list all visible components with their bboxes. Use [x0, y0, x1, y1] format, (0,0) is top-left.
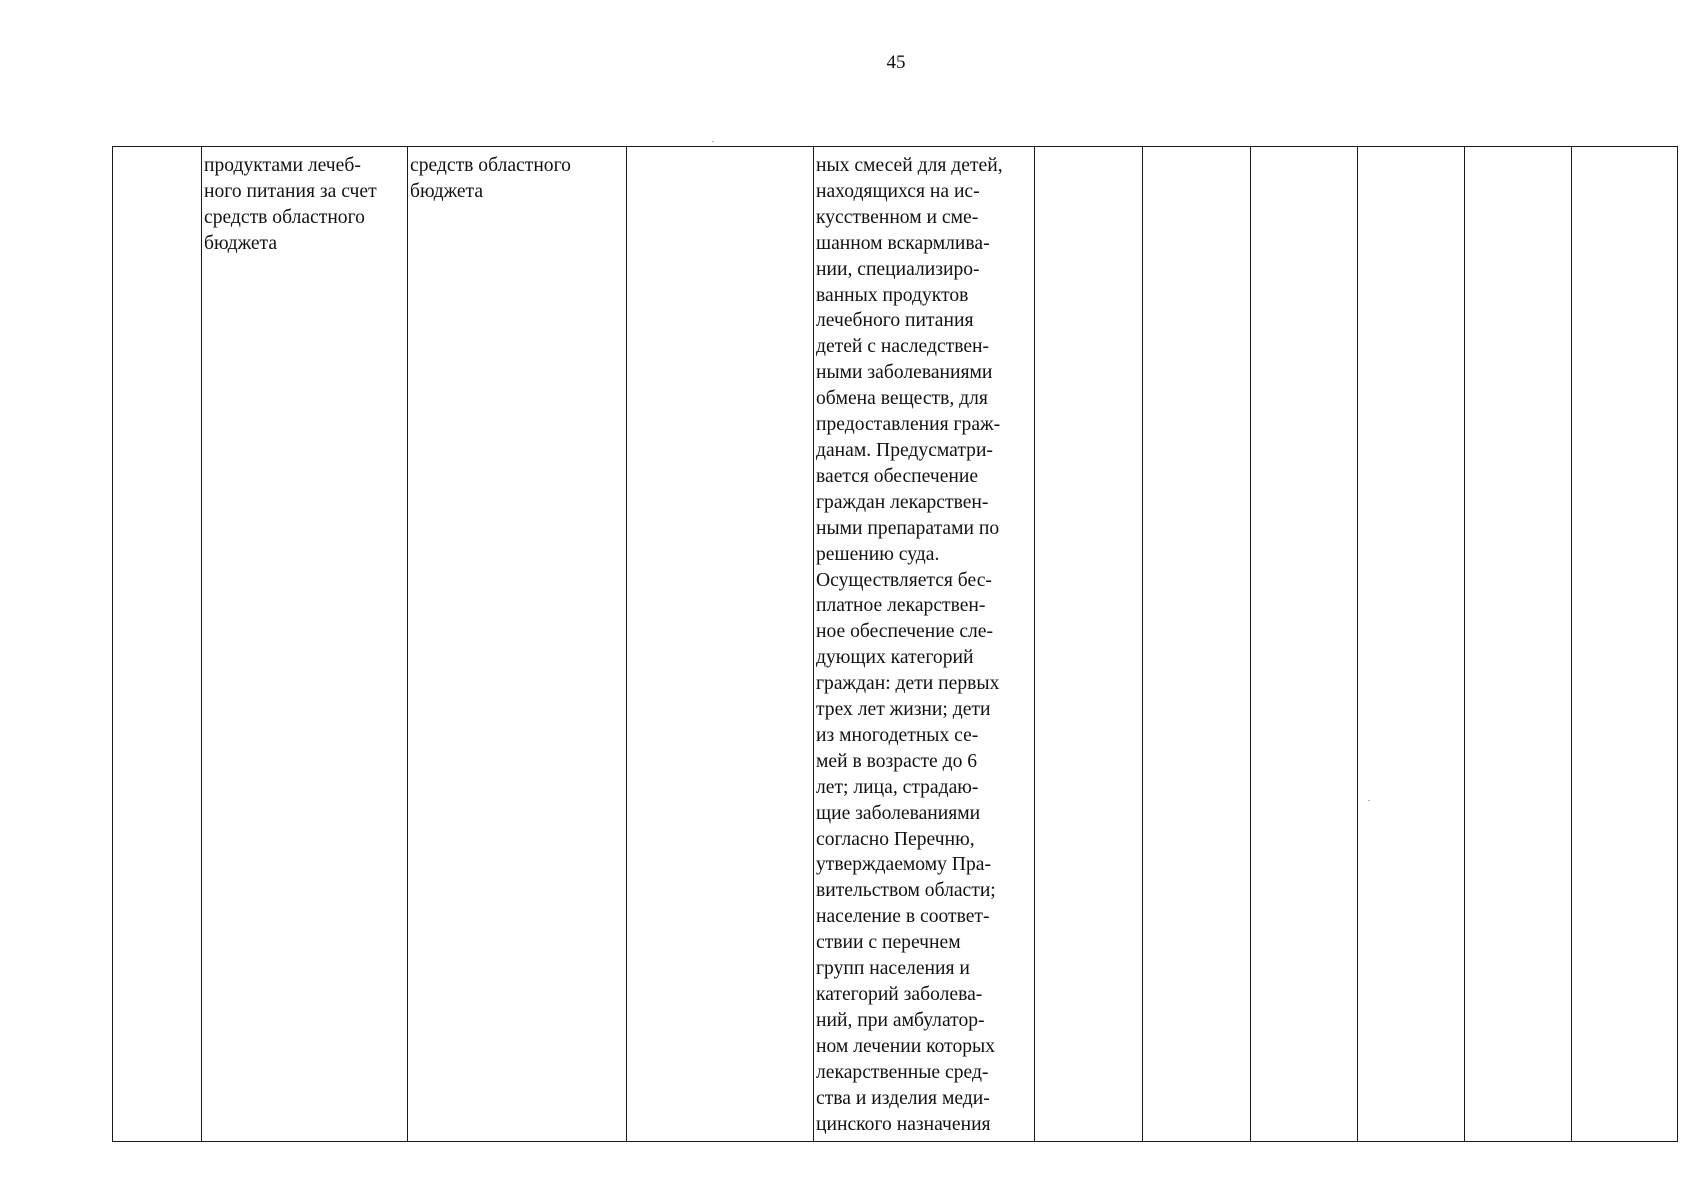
scan-speck — [712, 141, 714, 142]
table-cell-col-10 — [1465, 147, 1572, 1142]
table-cell-col-7 — [1143, 147, 1251, 1142]
page-number: 45 — [886, 52, 906, 73]
table-cell-col-3: средств областного бюджета — [408, 147, 627, 1142]
table-cell-col-2: продуктами лечеб- ного питания за счет средств областного бюджета — [202, 147, 408, 1142]
table-cell-col-8 — [1251, 147, 1358, 1142]
table-cell-col-11 — [1572, 147, 1678, 1142]
table-cell-col-1 — [113, 147, 202, 1142]
table-cell-col-9 — [1358, 147, 1465, 1142]
scan-speck — [1368, 800, 1370, 801]
document-table — [112, 146, 1678, 1142]
table-cell-col-5: ных смесей для детей, находящихся на ис- кусственном и сме- шанном вскармлива- нии, специализиро- ванных продуктов лечебного питания детей с наследствен- ными заболеваниями обмена веществ, для предоставления граж- данам. Предусматри- вается обеспечение граждан лекарствен- ными препаратами по решению суда. Осуществляется бес- платное лекарствен- ное обеспечение сле- дующих категорий граждан: дети первых трех лет жизни; дети из многодетных се- мей в возрасте до 6 лет; лица, страдаю- щие заболеваниями согласно Перечню, утверждаемому Пра- вительством области; население в соответ- ствии с перечнем групп населения и категорий заболева- ний, при амбулатор- ном лечении которых лекарственные сред- ства и изделия меди- цинского назначения — [814, 147, 1035, 1142]
table-cell-col-4 — [627, 147, 814, 1142]
table-row — [113, 147, 1678, 1142]
table-cell-col-6 — [1035, 147, 1143, 1142]
